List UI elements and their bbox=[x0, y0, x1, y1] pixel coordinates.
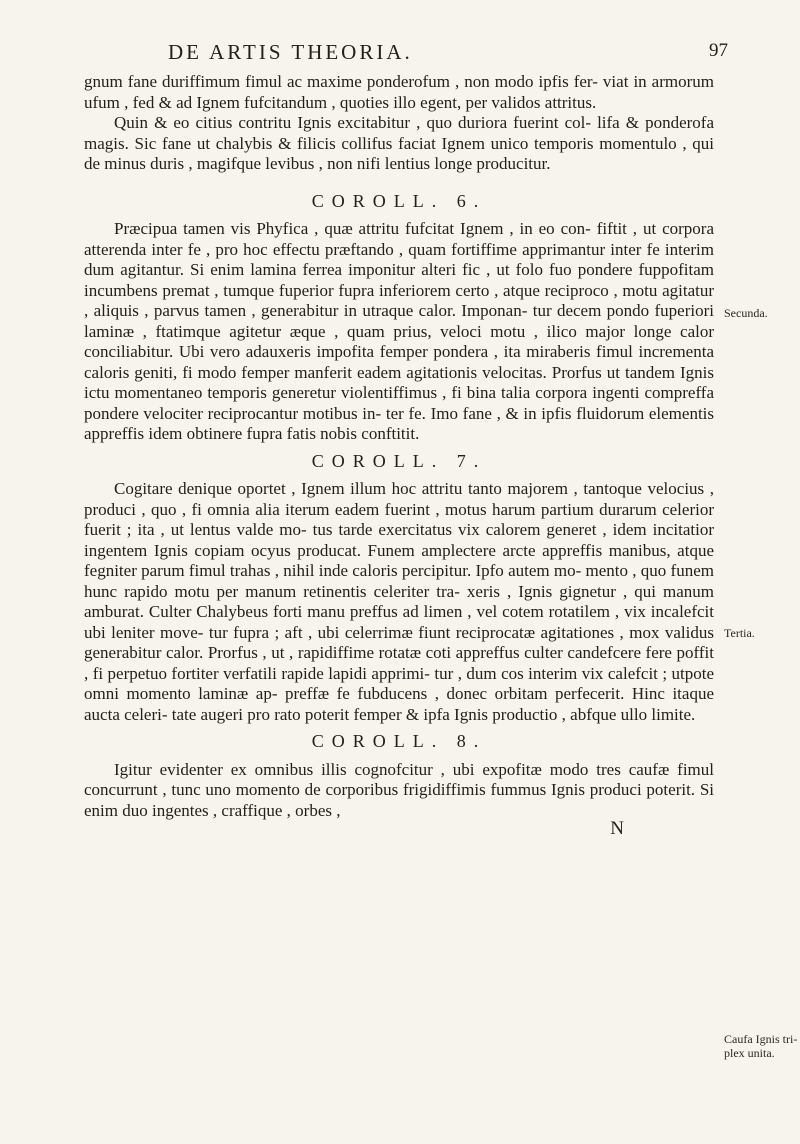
corollary-8-heading: COROLL. 8. bbox=[311, 731, 487, 751]
margin-note-causa: Caufa Ignis tri- plex unita. bbox=[724, 1032, 798, 1060]
signature-mark: N bbox=[610, 818, 624, 839]
paragraph-corollary-8: Igitur evidenter ex omnibus illis cognofcitur , ubi expofitæ modo tres caufæ fimul concurrunt , tunc uno momento de corporibus frigidiffimis fummus Ignis produci poterit. Si enim duo ingentes , craffique , orbes , bbox=[84, 759, 714, 820]
paragraph-corollary-7: Cogitare denique oportet , Ignem illum hoc attritu tanto majorem , tantoque velocius , produci , quo , fi omnia alia iterum eadem fuerint , motus harum partium durarum celerior fuerit ; ita , ut lentus valde mo- tus tarde exercitatus vix calorem generet , idem incitatior ingentem Ignis copiam ocyus producat. Funem amplectere arcte appreffis manibus, atque fegniter parum fimul trahas , nihil inde caloris percipitur. Ipfo autem mo- mento , quo funem hunc rapido motu per manum retinentis celeriter tra- xeris , Ignis gignetur , qui manum amburat. Culter Chalybeus forti manu preffus ad limen , vel cotem rotatilem , vix incalefcit ubi leniter move- tur fupra ; aft , ubi celerrimæ fiunt reciprocatæ agitationes , mox validus generabitur calor. Prorfus , ut , rapidiffime rotatæ coti appreffus culter candefcere fere poffit , fi perpetuo fortiter verfatili rapide lapidi apprimi- tur , dum cos interim vix calefcit ; utpote omni momento laminæ ap- preffæ fe fubducens , donec orbitam perfecerit. Hinc itaque aucta celeri- tate augeri pro rato poterit femper & ipfa Ignis productio , abfque ullo limite. bbox=[84, 479, 714, 724]
margin-note-secunda: Secunda. bbox=[724, 306, 768, 320]
corollary-7-heading: COROLL. 7. bbox=[311, 450, 487, 471]
running-title: DE ARTIS THEORIA. bbox=[168, 40, 413, 64]
paragraph-corollary-6: Præcipua tamen vis Phyfica , quæ attritu fufcitat Ignem , in eo con- fiftit , ut corpora atterenda inter fe , pro hoc effectu præftando , quam fortiffime apprimantur inter fe interim dum agitantur. Si enim lamina ferrea imponitur alteri fic , ut folo fuo pondere fuppofitam incumbens premat , tumque fuperior fupra inferiorem certo , atque reciproco , motu agitatur , aliquis , parvus tamen , generabitur in utraque calor. Imponan- tur decem pondo fuperiori laminæ , ftatimque agitetur æque , quam prius, veloci motu , ilico major longe calor conciliabitur. Ubi vero adauxeris impofita femper pondera , ita miraberis fimul incrementa caloris geniti, fi modo femper manferit eadem agitationis velocitas. Prorfus ut tandem Ignis ictu momentaneo temporis generetur violentiffimus , fi bina talia corpora ingenti compreffa pondere velociter reciprocantur motibus in- ter fe. Imo fane , & in ipfis fluidorum elementis appreffis idem obtinere fupra fatis nobis conftitit. bbox=[84, 219, 714, 443]
corollary-6-heading: COROLL. 6. bbox=[311, 190, 487, 211]
margin-note-tertia: Tertia. bbox=[724, 626, 755, 640]
text-body bbox=[84, 72, 714, 840]
paragraph-quin: Quin & eo citius contritu Ignis excitabitur , quo duriora fuerint col- lifa & ponderofa magis. Sic fane ut chalybis & filicis collifus faciat Ignem unico temporis momentulo , qui de minus duris , magifque levibus , non nifi lentius longe producitur. bbox=[84, 113, 714, 173]
page-number: 97 bbox=[709, 40, 728, 61]
paragraph-continuation: gnum fane duriffimum fimul ac maxime ponderofum , non modo ipfis fer- viat in armorum ufum , fed & ad Ignem fufcitandum , quoties illo egent, per validos attritus. bbox=[84, 72, 714, 112]
running-header bbox=[168, 40, 728, 68]
